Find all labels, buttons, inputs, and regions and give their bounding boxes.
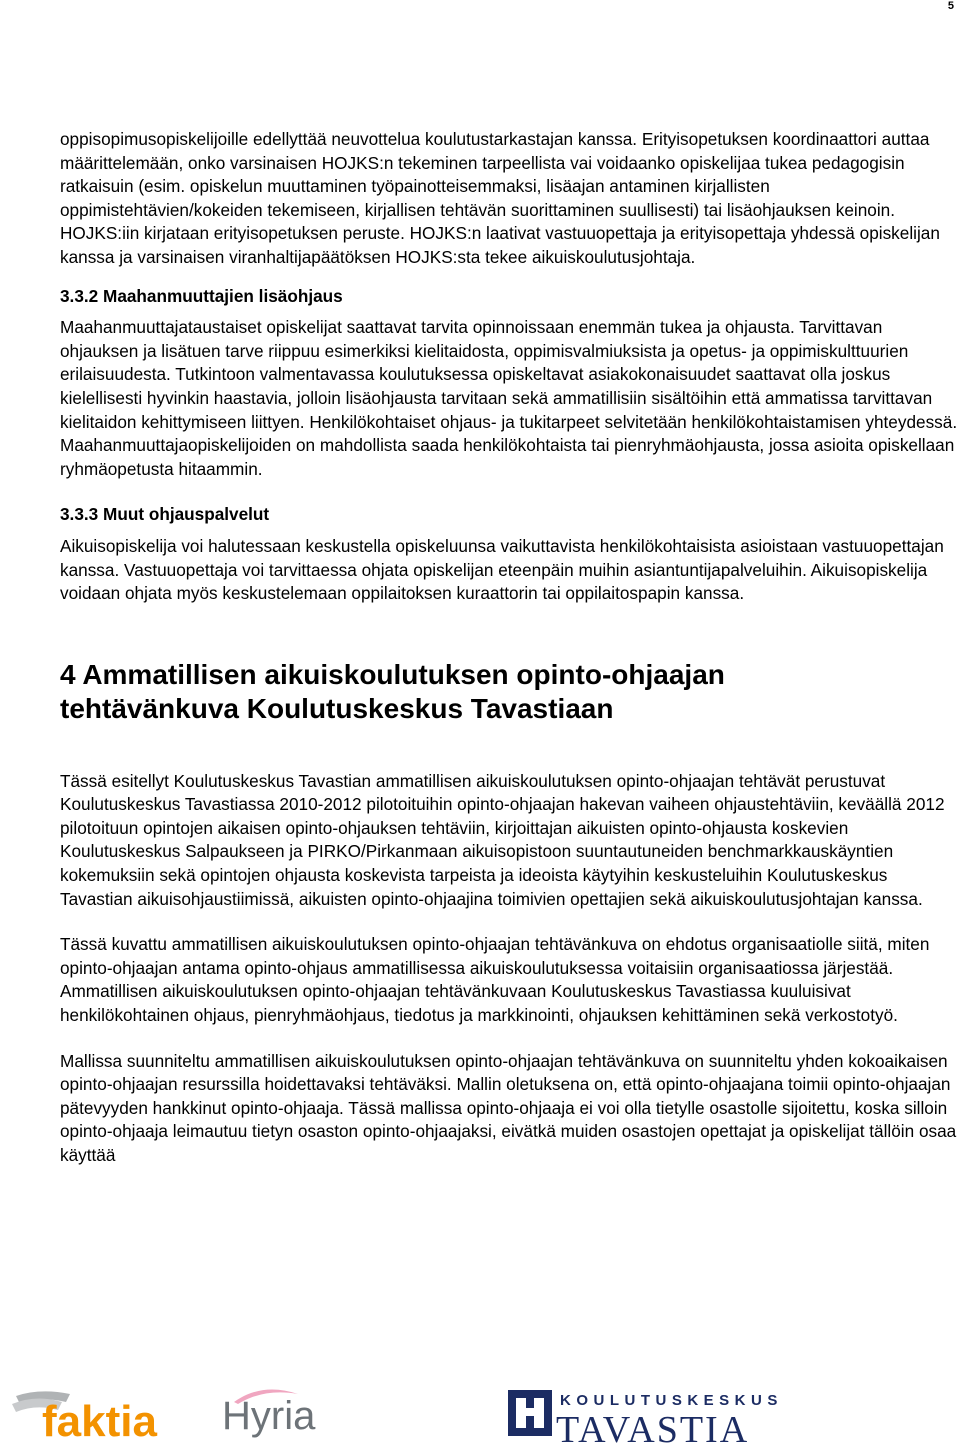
faktia-logo <box>10 1388 210 1447</box>
section-heading: 3.3.2 Maahanmuuttajien lisäohjaus <box>60 285 343 306</box>
hyria-logo: Hyria <box>222 1394 316 1438</box>
footer-logos <box>0 1380 960 1451</box>
page-number: 5 <box>947 0 954 12</box>
paragraph: Aikuisopiskelija voi halutessaan keskustella opiskeluunsa vaikuttavista henkilökohtaisista asioistaan vastuuopettajan kanssa. Vastuuopettaja voi tarvittaessa ohjata opiskelijan eteenpäin muihin asiantuntijapalveluihin. Aikuisopiskelija voidaan ohjata myös keskustelemaan oppilaitoksen kuraattorin tai oppilaitospapin kanssa. <box>60 535 944 604</box>
tavastia-subtitle: KOULUTUSKESKUS <box>560 1392 783 1409</box>
chapter-heading: 4 Ammatillisen aikuiskoulutuksen opinto-ohjaajan tehtävänkuva Koulutuskeskus Tavastiaan <box>60 658 725 724</box>
tavastia-wordmark: TAVASTIA <box>556 1409 750 1451</box>
tavastia-mark <box>508 1390 552 1441</box>
section-heading: 3.3.3 Muut ohjauspalvelut <box>60 504 270 525</box>
faktia-wordmark: faktia <box>42 1397 157 1442</box>
document-body <box>60 128 960 1168</box>
paragraph: Maahanmuuttajataustaiset opiskelijat saattavat tarvita opinnoissaan enemmän tukea ja ohjausta. Tarvittavan ohjauksen ja lisätuen tarve riippuu esimerkiksi kielitaidosta, oppimisvalmiuksista ja opetus- ja oppimiskulttuurien erilaisuudesta. Tutkintoon valmentavassa koulutuksessa opiskeltavat asiakokonaisuudet saattavat olla joskus kielellisesti hyvinkin haastavia, jolloin lisäohjausta tarvitaan sekä ammatillisiin sisältöihin että ammatissa tarvittavan kielitaidon kehittymiseen liittyen. Henkilökohtaiset ohjaus- ja tukitarpeet selvitetään henkilökohtaistamisen yhteydessä. Maahanmuuttajaopiskelijoiden on mahdollista saada henkilökohtaista tai pienryhmäohjausta, jossa asioita opiskellaan ryhmäopetusta hitaammin. <box>60 317 958 479</box>
paragraph: Tässä kuvattu ammatillisen aikuiskoulutuksen opinto-ohjaajan tehtävänkuva on ehdotus organisaatiolle siitä, miten opinto-ohjaajan antama opinto-ohjaus ammatillisessa aikuiskoulutuksessa voitaisiin organisaatiossa järjestää. Ammatillisen aikuiskoulutuksen opinto-ohjaajan tehtävänkuvaan Koulutuskeskus Tavastiassa kuuluisivat henkilökohtainen ohjaus, pienryhmäohjaus, tiedotus ja markkinointi, ohjauksen kehittäminen sekä verkostotyö. <box>60 934 930 1026</box>
paragraph: Tässä esitellyt Koulutuskeskus Tavastian ammatillisen aikuiskoulutuksen opinto-ohjaajan tehtävät perustuvat Koulutuskeskus Tavastiassa 2010-2012 pilotoituihin opinto-ohjaajan hakevan vaiheen ohjaustehtäviin, keväällä 2012 pilotoituun opintojen aikaisen opinto-ohjauksen tehtäviin, kirjoittajan aikuisten opinto-ohjausta koskevien Koulutuskeskus Salpaukseen ja PIRKO/Pirkanmaan aikuisopistoon suuntautuneiden benchmarkkauskäyntien kokemuksiin sekä opintojen ohjausta koskevista tarpeista ja ideoista käytyihin keskusteluihin Koulutuskeskus Tavastian aikuisohjaustiimissä, aikuisten opinto-ohjaajina toimivien opettajien sekä aikuiskoulutusjohtajan kanssa. <box>60 770 945 909</box>
faktia-mark-icon <box>10 1388 210 1442</box>
paragraph: Mallissa suunniteltu ammatillisen aikuiskoulutuksen opinto-ohjaajan tehtävänkuva on suunniteltu yhden kokoaikaisen opinto-ohjaajan resurssilla hoidettavaksi tehtäväksi. Mallin oletuksena on, että opinto-ohjaajana toimii opinto-ohjaajan pätevyyden hankkinut opinto-ohjaaja. Tässä mallissa opinto-ohjaaja ei voi olla tietylle osastolle sijoitettu, koska silloin opinto-ohjaaja leimautuu tietyn osaston opinto-ohjaajaksi, eivätkä muiden osastojen opettajat ja opiskelijat tällöin osaa käyttää <box>60 1050 957 1165</box>
paragraph: oppisopimusopiskelijoille edellyttää neuvottelua koulutustarkastajan kanssa. Erityisopetuksen koordinaattori auttaa määrittelemään, onko varsinaisen HOJKS:n tekeminen tarpeellista vai voidaanko opiskelijaa tukea pedagogisin ratkaisuin (esim. opiskelun muuttaminen työpainotteisemmaksi, lisäajan antaminen kirjallisten oppimistehtävien/kokeiden tekemiseen, kirjallisen tehtävän suorittaminen suullisesti) tai lisäohjauksen keinoin. HOJKS:iin kirjataan erityisopetuksen peruste. HOJKS:n laativat vastuuopettaja ja erityisopettaja yhdessä opiskelijan kanssa ja varsinaisen viranhaltijapäätöksen HOJKS:sta tekee aikuiskoulutusjohtaja. <box>60 129 940 267</box>
tavastia-emblem-icon <box>508 1390 552 1436</box>
